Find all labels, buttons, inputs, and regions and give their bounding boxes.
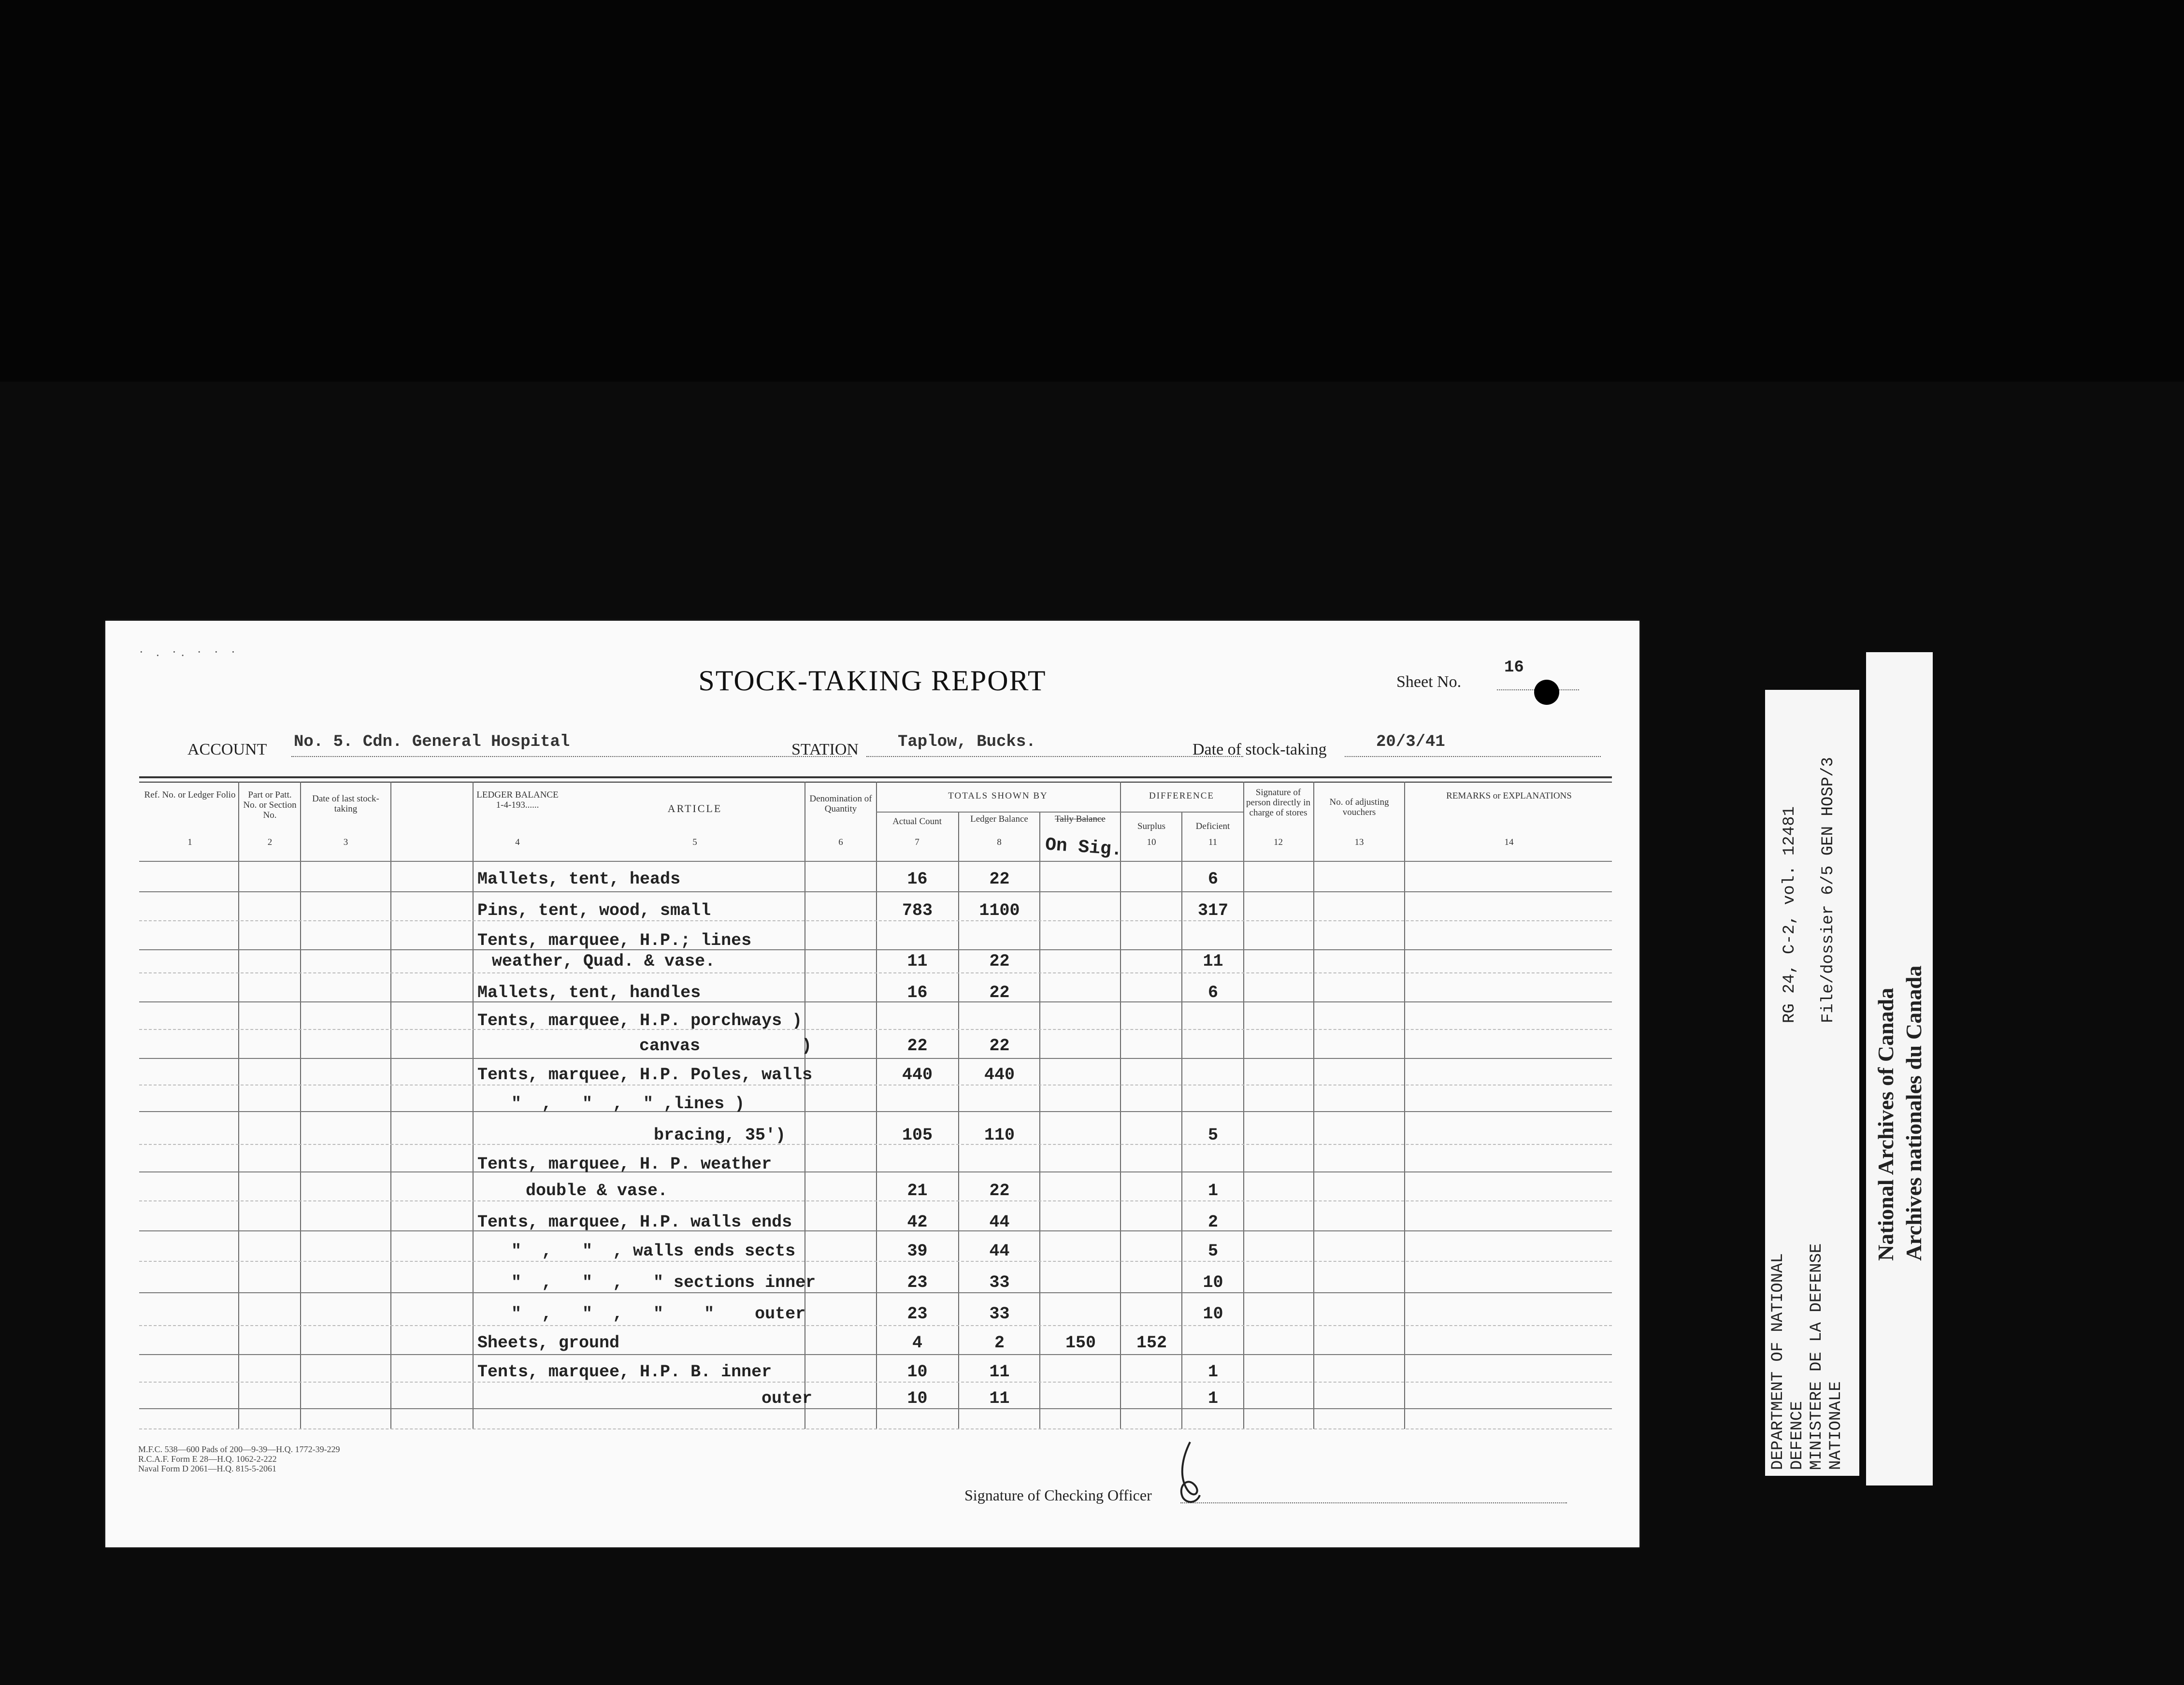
row-actual-count: 42	[907, 1213, 928, 1232]
header-rule	[139, 776, 1612, 778]
row-actual-count: 105	[902, 1126, 933, 1145]
row-deficient: 5	[1207, 1242, 1218, 1261]
date-label: Date of stock-taking	[1193, 741, 1327, 758]
stock-taking-form	[105, 621, 1639, 1547]
row-ledger-balance: 110	[984, 1126, 1015, 1145]
date-value: 20/3/41	[1376, 733, 1445, 751]
col-divider	[876, 782, 877, 1429]
header-ledger-bal: Ledger Balance	[970, 814, 1028, 824]
header-date-last: Date of last stock-taking	[312, 794, 379, 814]
archive-dept-fr-2: NATIONALE	[1827, 1381, 1845, 1470]
ruled-line	[139, 949, 1612, 950]
col-number: 1	[187, 837, 192, 847]
row-ledger-balance: 44	[989, 1242, 1010, 1261]
row-actual-count: 23	[907, 1304, 928, 1324]
row-article-cont: canvas )	[639, 1036, 812, 1056]
col-divider	[1404, 782, 1405, 1429]
row-surplus: 152	[1136, 1333, 1167, 1353]
col-number: 11	[1208, 837, 1218, 847]
col-divider	[1120, 782, 1121, 1429]
header-actual-count: Actual Count	[892, 816, 942, 827]
row-actual-count: 21	[907, 1181, 928, 1200]
row-article: " , " , " ,lines )	[511, 1094, 745, 1114]
col-number: 2	[267, 837, 273, 847]
row-actual-count: 23	[907, 1273, 928, 1292]
header-deficient: Deficient	[1195, 821, 1230, 831]
ruled-line	[139, 920, 1612, 921]
header-denomination: Denomination of Quantity	[809, 794, 872, 814]
ruled-line	[139, 1230, 1612, 1231]
row-ledger-balance: 22	[989, 870, 1010, 889]
ruled-line	[139, 972, 1612, 973]
ruled-line	[139, 1292, 1612, 1293]
totals-divider	[876, 812, 1120, 813]
col-divider	[473, 782, 474, 1429]
col-number: 5	[692, 837, 697, 847]
header-tally-balance: Tally Balance	[1055, 814, 1106, 824]
header-ledger-balance: LEDGER BALANCE 1-4-193......	[476, 790, 559, 810]
account-label: ACCOUNT	[187, 741, 267, 758]
ruled-line	[139, 1408, 1612, 1409]
header-rule-thin	[139, 782, 1612, 783]
col-number: 6	[838, 837, 843, 847]
header-bottom-rule	[139, 861, 1612, 862]
row-actual-count: 16	[907, 870, 928, 889]
header-surplus: Surplus	[1137, 821, 1166, 831]
row-actual-count: 16	[907, 983, 928, 1002]
station-label: STATION	[791, 741, 859, 758]
row-article: " , " , " sections inner	[511, 1273, 816, 1292]
col-number: 14	[1504, 837, 1514, 847]
handwritten-on-sig: On Sig.	[1044, 834, 1123, 861]
print-code: R.C.A.F. Form E 28—H.Q. 1062-2-222	[138, 1454, 277, 1464]
header-part-no: Part or Patt. No. or Section No.	[243, 790, 297, 820]
signature-label: Signature of Checking Officer	[964, 1486, 1152, 1504]
header-signature: Signature of person directly in charge of stores	[1246, 787, 1310, 818]
row-actual-count: 11	[907, 952, 928, 971]
row-deficient: 317	[1197, 901, 1228, 920]
row-tally-balance: 150	[1065, 1333, 1096, 1353]
col-divider	[1039, 812, 1040, 1429]
row-deficient: 1	[1207, 1389, 1218, 1408]
archive-reference-label	[1765, 690, 1859, 1476]
row-deficient: 5	[1207, 1126, 1218, 1145]
row-article: Pins, tent, wood, small	[477, 901, 711, 920]
col-divider	[1313, 782, 1314, 1429]
row-article-cont: bracing, 35')	[654, 1126, 786, 1145]
header-vouchers: No. of adjusting vouchers	[1329, 797, 1389, 817]
archive-dept-fr: MINISTERE DE LA DEFENSE	[1808, 1243, 1826, 1470]
col-divider	[300, 782, 301, 1429]
header-remarks: REMARKS or EXPLANATIONS	[1446, 791, 1572, 801]
row-article: " , " , walls ends sects	[511, 1242, 796, 1261]
form-title: STOCK-TAKING REPORT	[698, 665, 1047, 697]
archive-dept-2: DEFENCE	[1788, 1401, 1807, 1470]
col-number: 12	[1274, 837, 1283, 847]
row-ledger-balance: 11	[989, 1389, 1010, 1408]
col-divider	[1243, 782, 1244, 1429]
signature-line	[1180, 1502, 1567, 1503]
row-ledger-balance: 22	[989, 983, 1010, 1002]
sheet-number: 16	[1504, 658, 1524, 677]
punch-hole	[1534, 680, 1559, 705]
row-deficient: 6	[1207, 983, 1218, 1002]
ruled-line	[139, 891, 1612, 892]
row-article: Tents, marquee, H.P. porchways )	[477, 1011, 803, 1030]
row-deficient: 2	[1207, 1213, 1218, 1232]
row-article: Sheets, ground	[477, 1333, 620, 1353]
ruled-line	[139, 1325, 1612, 1326]
col-number: 13	[1354, 837, 1364, 847]
col-number: 3	[343, 837, 348, 847]
sheet-label: Sheet No.	[1396, 673, 1462, 691]
row-actual-count: 440	[902, 1065, 933, 1085]
form-print-codes	[138, 1444, 340, 1473]
row-deficient: 11	[1203, 952, 1223, 971]
row-article: Tents, marquee, H.P.; lines	[477, 931, 752, 950]
header-totals: TOTALS SHOWN BY	[948, 791, 1048, 801]
ruled-line	[139, 1058, 1612, 1059]
row-ledger-balance: 22	[989, 952, 1010, 971]
ruled-line	[139, 1171, 1612, 1172]
archive-stamp-strip	[1866, 652, 1933, 1485]
print-code: Naval Form D 2061—H.Q. 815-5-2061	[138, 1464, 276, 1473]
ruled-line	[139, 1111, 1612, 1112]
ruled-line	[139, 1354, 1612, 1355]
ruled-line	[139, 1144, 1612, 1145]
row-article: Tents, marquee, H.P. walls ends	[477, 1213, 792, 1232]
archive-ref-file: File/dossier 6/5 GEN HOSP/3	[1819, 757, 1838, 1023]
print-code: M.F.C. 538—600 Pads of 200—9-39—H.Q. 1772-39-229	[138, 1444, 340, 1454]
row-ledger-balance: 33	[989, 1273, 1010, 1292]
row-ledger-balance: 22	[989, 1036, 1010, 1056]
row-deficient: 1	[1207, 1362, 1218, 1382]
ruled-line	[139, 1200, 1612, 1201]
row-actual-count: 22	[907, 1036, 928, 1056]
row-article: " , " , " " outer	[511, 1304, 806, 1324]
date-line	[1345, 756, 1601, 757]
row-actual-count: 783	[902, 901, 933, 920]
handwritten-signature	[1164, 1437, 1212, 1510]
row-ledger-balance: 44	[989, 1213, 1010, 1232]
row-actual-count: 39	[907, 1242, 928, 1261]
row-deficient: 10	[1203, 1273, 1223, 1292]
row-article: Tents, marquee, H. P. weather	[477, 1155, 772, 1174]
row-actual-count: 10	[907, 1389, 928, 1408]
col-number: 7	[915, 837, 920, 847]
row-actual-count: 10	[907, 1362, 928, 1382]
difference-divider	[1120, 812, 1243, 813]
header-difference: DIFFERENCE	[1149, 791, 1215, 801]
station-line	[866, 756, 1243, 757]
row-article: outer	[762, 1389, 813, 1408]
row-ledger-balance: 1100	[979, 901, 1020, 920]
ruled-line	[139, 1001, 1612, 1002]
row-ledger-balance: 11	[989, 1362, 1010, 1382]
row-article: Tents, marquee, H.P. Poles, walls	[477, 1065, 813, 1085]
row-actual-count: 4	[912, 1333, 922, 1353]
row-deficient: 10	[1203, 1304, 1223, 1324]
row-ledger-balance: 22	[989, 1181, 1010, 1200]
col-number: 10	[1147, 837, 1156, 847]
col-divider	[238, 782, 239, 1429]
background-top	[0, 0, 2184, 382]
col-divider	[390, 782, 391, 1429]
row-article: Mallets, tent, handles	[477, 983, 701, 1002]
account-value: No. 5. Cdn. General Hospital	[294, 733, 570, 751]
header-article: ARTICLE	[667, 802, 722, 814]
archive-name-en: National Archives of Canada	[1873, 987, 1898, 1261]
row-ledger-balance: 2	[994, 1333, 1005, 1353]
col-number: 8	[997, 837, 1002, 847]
col-divider	[958, 812, 959, 1429]
ruled-line	[139, 1382, 1612, 1383]
archive-dept: DEPARTMENT OF NATIONAL	[1769, 1253, 1787, 1470]
col-number: 4	[515, 837, 520, 847]
row-deficient: 1	[1207, 1181, 1218, 1200]
row-article: Mallets, tent, heads	[477, 870, 681, 889]
row-ledger-balance: 440	[984, 1065, 1015, 1085]
row-article-cont: weather, Quad. & vase.	[492, 952, 716, 971]
ruled-line	[139, 1261, 1612, 1262]
archive-name-fr: Archives nationales du Canada	[1901, 965, 1926, 1261]
row-article-cont: double & vase.	[526, 1181, 668, 1200]
row-ledger-balance: 33	[989, 1304, 1010, 1324]
archive-ref-volume: RG 24, C-2, vol. 12481	[1781, 806, 1799, 1023]
row-deficient: 6	[1207, 870, 1218, 889]
ruled-line	[139, 1029, 1612, 1030]
header-ref-no: Ref. No. or Ledger Folio	[144, 790, 236, 800]
station-value: Taplow, Bucks.	[898, 733, 1036, 751]
row-article: Tents, marquee, H.P. B. inner	[477, 1362, 772, 1382]
margin-marks: · . ·. · · ·	[139, 645, 240, 659]
ruled-line	[139, 1428, 1612, 1429]
account-line	[291, 756, 852, 757]
